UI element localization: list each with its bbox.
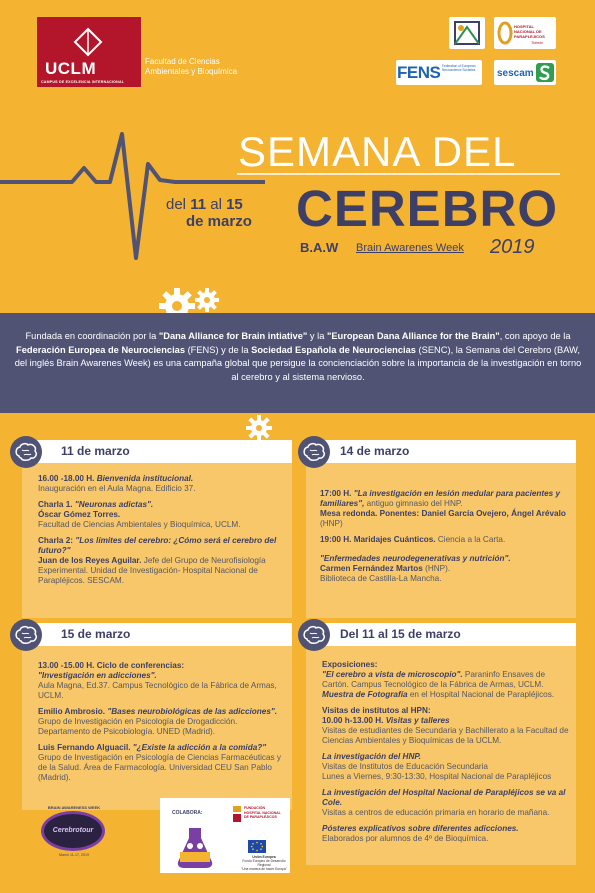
- uclm-logo: [37, 17, 141, 87]
- entry-description: Visitas de estudiantes de Secundaria y Bachillerato a la Facultad de Ciencias Ambientales y Bioquímicas de la UCLM.: [322, 726, 569, 745]
- hospital-logo-text: [514, 24, 554, 39]
- gear-icon: [245, 414, 273, 442]
- eu-logo-line: Unión Europea: [252, 855, 276, 859]
- schedule-entry: [322, 824, 574, 844]
- faculty-line: Ambientales y Bioquímica: [145, 67, 238, 76]
- entry-title: Ciclo de conferencias:: [96, 661, 185, 670]
- eu-logo-text: [240, 855, 288, 871]
- entry-description: Jefe del Grupo de Neurofisiología Experimental. Unidad de Investigación- Hospital Nacional de Parapléjicos. SESCAM.: [38, 556, 266, 585]
- sescam-wordmark: sescam: [497, 68, 534, 79]
- schedule-entry: [320, 535, 572, 545]
- schedule-entry: [320, 489, 572, 529]
- hospital-emblem-icon: [497, 21, 513, 45]
- sescam-emblem-icon: [536, 63, 554, 82]
- entry-description: Inauguración en el Aula Magna. Edificio 37.: [38, 484, 196, 493]
- baw-fullname: Brain Awarenes Week: [356, 242, 464, 254]
- dates-from: 11: [190, 196, 207, 213]
- eu-logo-line: Fondo Europeo de Desarrollo Regional: [242, 859, 286, 867]
- baw-logo-dates: March 11-17, 2019: [59, 853, 89, 857]
- entry-title: "Los límites del cerebro: ¿Cómo será el cerebro del futuro?": [38, 536, 277, 555]
- baw-logo-arc-text: BRAIN AWARENESS WEEK: [47, 805, 101, 810]
- entry-label: Exposiciones:: [322, 660, 378, 669]
- entry-title: "¿Existe la adicción a la comida?": [132, 743, 267, 752]
- day-14-schedule: [320, 489, 572, 590]
- intro-text-part: y la: [307, 331, 327, 341]
- entry-description: Biblioteca de Castilla-La Mancha.: [320, 574, 442, 583]
- entry-time: 10.00 h-13.00 H.: [322, 716, 384, 725]
- entry-title: Maridajes Cuánticos.: [353, 535, 436, 544]
- schedule-entry: [320, 554, 572, 584]
- dates-to: 15: [226, 196, 243, 213]
- entry-title: La investigación del HNP.: [322, 752, 422, 761]
- uclm-wordmark: UCLM: [45, 59, 97, 78]
- regional-logo: [449, 17, 485, 49]
- day-heading: Del 11 al 15 de marzo: [340, 627, 461, 641]
- entry-title: La investigación del Hospital Nacional de Parapléjicos se va al Cole.: [322, 788, 566, 807]
- entry-speaker: Emilio Ambrosio.: [38, 707, 106, 716]
- schedule-entry: [38, 743, 290, 783]
- entry-description: en el Hospital Nacional de Parapléjicos.: [409, 690, 555, 699]
- schedule-entry: [38, 707, 290, 737]
- event-year: 2019: [490, 236, 535, 258]
- entry-title: "Neuronas adictas".: [74, 500, 154, 509]
- entry-time: 17:00 H.: [320, 489, 352, 498]
- flask-icon: [170, 822, 220, 870]
- eu-logo-line: "Una manera de hacer Europa": [241, 867, 287, 871]
- schedule-entry: [322, 706, 574, 746]
- day-heading: 15 de marzo: [61, 627, 131, 641]
- day-11-schedule: [38, 474, 286, 592]
- uclm-emblem-icon: [63, 27, 113, 57]
- entry-subtitle: "Investigación en adicciones".: [38, 671, 157, 680]
- faculty-line: Facultad de Ciencias: [145, 57, 220, 66]
- hospital-logo-line: HOSPITAL: [514, 24, 534, 29]
- entry-description: Visitas a centros de educación primaria en horario de mañana.: [322, 808, 550, 817]
- collaborators-label: COLABORA:: [172, 810, 203, 816]
- intro-text-part: (SENC), la Semana del Cerebro (BAW, del inglés Brain Awarenes Week) es una campaña global que persigue la concienciación sobre la importancia de la investigación en torno al cerebro y al sistema nervioso.: [14, 344, 582, 382]
- hospital-logo-line: PARAPLÉJICOS: [514, 34, 545, 39]
- entry-speaker: Juan de los Reyes Aguilar.: [38, 556, 142, 565]
- hospital-logo-city: Toledo: [531, 40, 543, 45]
- entry-description: Paraninfo Ensaves de Cartón. Campus Tecnológico de la Fábrica de Armas, UCLM.: [322, 670, 546, 689]
- entry-affiliation: (HNP).: [425, 564, 451, 573]
- entry-description: antiguo gimnasio del HNP.: [366, 499, 463, 508]
- entry-time: 13.00 -15.00 H.: [38, 661, 95, 670]
- baw-logo-center: Cerebrotour: [52, 827, 94, 834]
- foundation-logo-text: [244, 806, 281, 820]
- fens-fullname: Federation of European Neuroscience Societies: [442, 64, 476, 72]
- intro-text: [14, 330, 582, 384]
- faculty-name: [145, 57, 265, 77]
- entry-description: Facultad de Ciencias Ambientales y Bioquímica, UCLM.: [38, 520, 241, 529]
- entry-title: "Bases neurobiológicas de las adicciones".: [107, 707, 278, 716]
- baw-logo: [39, 805, 109, 861]
- sescam-logo: [494, 60, 556, 85]
- day-15-schedule: [38, 661, 290, 789]
- entry-description: Grupo de Investigación en Psicología de Ciencias Farmacéuticas y de la Salud. Área de Farmacología. Universidad CEU San Pablo (Madrid).: [38, 753, 282, 782]
- entry-speakers: Mesa redonda. Ponentes: Daniel García Ovejero, Ángel Arévalo: [320, 509, 566, 518]
- intro-text-bold: "Dana Alliance for Brain intiative": [158, 331, 308, 341]
- entry-title: Visitas y talleres: [385, 716, 450, 725]
- foundation-logo-line: FUNDACIÓN: [244, 806, 265, 810]
- entry-time: 16.00 -18.00 H.: [38, 474, 95, 483]
- brain-icon: [10, 436, 42, 468]
- hospital-logo: [494, 17, 556, 49]
- dates-prefix: del: [166, 196, 187, 213]
- entry-description: Ciencia a la Carta.: [437, 535, 506, 544]
- brain-icon: [298, 619, 330, 651]
- brain-icon: [10, 619, 42, 651]
- entry-speaker: Luis Fernando Alguacil.: [38, 743, 131, 752]
- entry-title: Pósteres explicativos sobre diferentes adicciones.: [322, 824, 519, 833]
- intro-text-bold: "European Dana Alliance for the Brain": [326, 331, 500, 341]
- day-heading: 11 de marzo: [61, 444, 130, 458]
- baw-logo-ring: [41, 811, 105, 851]
- baw-acronym: B.A.W: [300, 240, 339, 255]
- week-schedule: [322, 660, 574, 850]
- dates-month: de marzo: [186, 213, 252, 230]
- schedule-entry: [322, 788, 574, 818]
- entry-speaker: Óscar Gómez Torres.: [38, 510, 121, 519]
- entry-label: Charla 2:: [38, 536, 74, 545]
- eu-logo: [240, 840, 288, 872]
- regional-emblem-icon: [449, 17, 485, 49]
- entry-speaker: Carmen Fernández Martos: [320, 564, 423, 573]
- entry-label: Charla 1.: [38, 500, 73, 509]
- fens-acronym: FENS: [397, 63, 441, 82]
- fens-logo: [396, 60, 482, 85]
- intro-text-part: Fundada en coordinación por la: [25, 331, 159, 341]
- entry-description: (HNP): [320, 519, 343, 528]
- dates-mid: al: [210, 196, 222, 213]
- entry-title: Bienvenida institucional.: [96, 474, 194, 483]
- title-line-1: SEMANA DEL: [238, 128, 517, 175]
- foundation-logo-line: HOSPITAL NACIONAL: [244, 810, 281, 815]
- foundation-logo-line: DE PARAPLÉJICOS: [244, 815, 277, 819]
- schedule-entry: [322, 752, 574, 782]
- entry-time: 19:00 H.: [320, 535, 352, 544]
- entry-label: Visitas de institutos al HPN:: [322, 706, 431, 715]
- entry-title: "La investigación en lesión medular para pacientes y familiares",: [320, 489, 561, 508]
- schedule-entry: [38, 500, 286, 530]
- event-dates: [166, 196, 243, 213]
- schedule-entry: [38, 661, 290, 701]
- uclm-tagline: CAMPUS DE EXCELENCIA INTERNACIONAL: [41, 80, 125, 84]
- kids-science-logo: [170, 822, 220, 870]
- entry-description: Grupo de Investigación en Psicología de Drogadicción. Departamento de Psicobiología. UNED (Madrid).: [38, 717, 238, 736]
- intro-text-part: , con apoyo de la: [499, 331, 571, 341]
- entry-title: "Enfermedades neurodegenerativas y nutrición".: [320, 554, 511, 563]
- title-line-2: CEREBRO: [296, 180, 559, 237]
- schedule-entry: [38, 474, 286, 494]
- intro-text-bold: Sociedad Española de Neurociencias: [251, 344, 416, 355]
- entry-description: Visitas de Institutos de Educación Secundaria: [322, 762, 488, 771]
- entry-title: Muestra de Fotografía: [322, 690, 408, 699]
- entry-description: Aula Magna, Ed.37. Campus Tecnológico de la Fábrica de Armas, UCLM.: [38, 681, 277, 700]
- eu-flag-icon: [248, 840, 266, 853]
- brain-icon: [298, 436, 330, 468]
- foundation-logo: [232, 802, 287, 826]
- entry-description: Lunes a Viernes, 9:30-13:30, Hospital Nacional de Parapléjicos: [322, 772, 552, 781]
- schedule-entry: [38, 536, 286, 586]
- hospital-logo-line: NACIONAL DE: [514, 29, 542, 34]
- collaborators-box: [160, 798, 290, 873]
- entry-title: "El cerebro a vista de microscopio".: [322, 670, 463, 679]
- entry-description: Elaborados por alumnos de 4º de Bioquímica.: [322, 834, 489, 843]
- schedule-entry: [322, 660, 574, 700]
- intro-band: [0, 313, 595, 413]
- intro-text-bold: Federación Europea de Neurociencias: [16, 344, 185, 355]
- intro-text-part: (FENS) y de la: [185, 344, 252, 355]
- day-heading: 14 de marzo: [340, 444, 410, 458]
- foundation-emblem-icon: [232, 804, 242, 824]
